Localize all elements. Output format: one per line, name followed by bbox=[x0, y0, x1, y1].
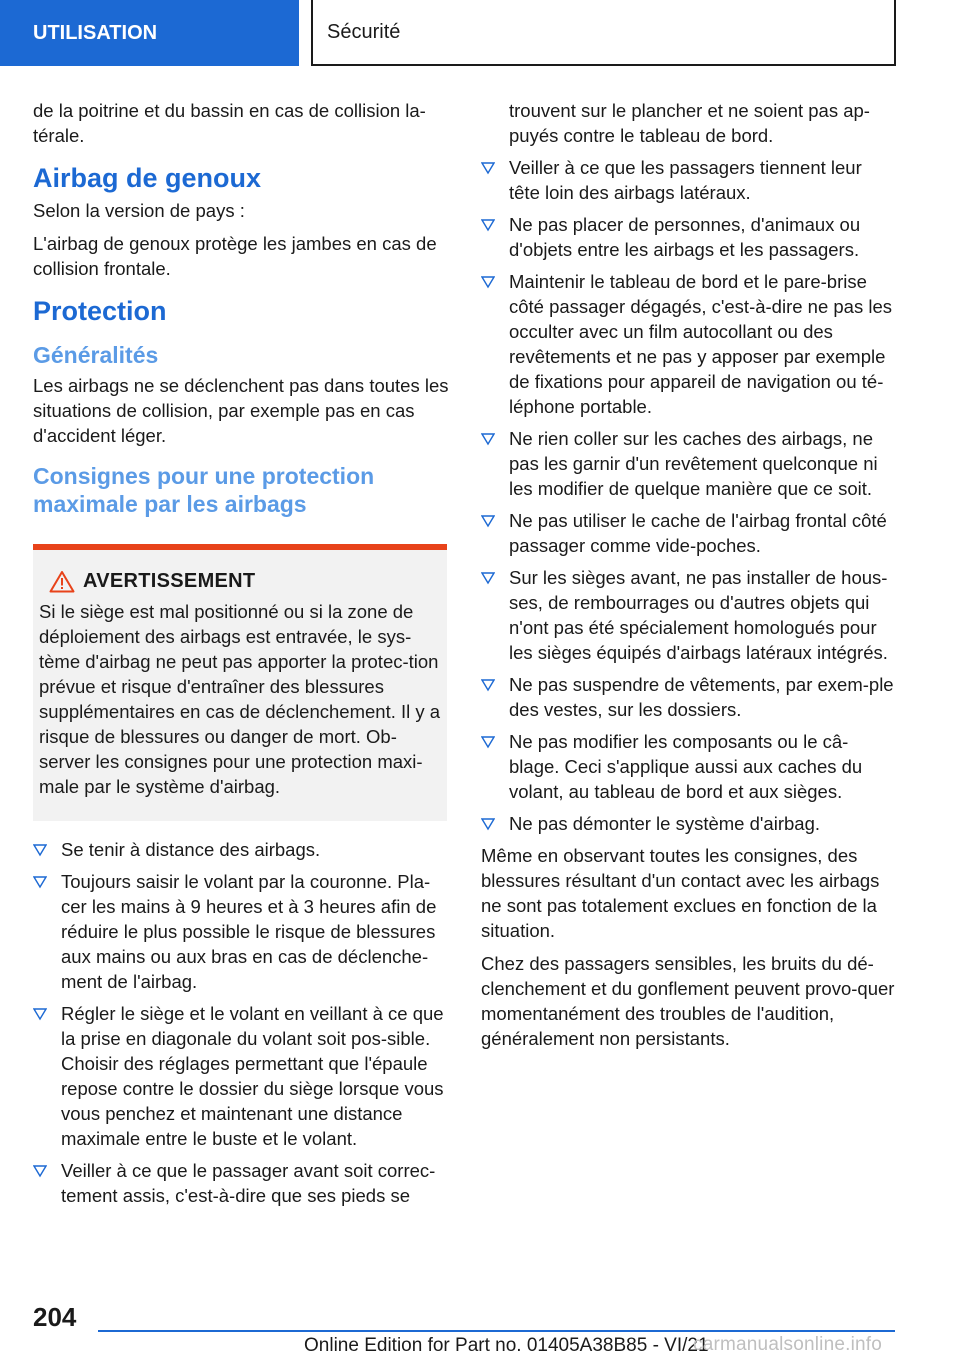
continuation-text: trouvent sur le plancher et ne soient pas ap-puyés contre le tableau de bord. bbox=[509, 100, 870, 146]
page-header bbox=[0, 0, 960, 66]
list-item-text: Toujours saisir le volant par la couronne. Pla-cer les mains à 9 heures et à 3 heures afin de réduire le plus possible le risque de blessures aux mains ou aux bras en cas de déclenche-ment de l'airbag. bbox=[61, 871, 437, 992]
version-paragraph: Selon la version de pays : bbox=[33, 200, 245, 221]
list-item-text: Se tenir à distance des airbags. bbox=[61, 839, 321, 860]
list-item bbox=[33, 837, 449, 862]
triangle-bullet-icon bbox=[481, 735, 495, 749]
list-item-text: Régler le siège et le volant en veillant à ce que la prise en diagonale du volant soit pos-sible. Choisir des réglages permettant que l'épaule repose contre le dossier du siège lorsque vous vous penchez et maintenant une distance maximale entre le buste et le volant. bbox=[61, 1003, 444, 1149]
list-item-text: Ne rien coller sur les caches des airbags, ne pas les garnir d'un revêtement quelconque ni les modifier de quelque manière que ce soit. bbox=[509, 428, 878, 499]
observe-paragraph: Même en observant toutes les consignes, des blessures résultant d'un contact avec les airbags ne sont pas totalement exclues en fonction de la situation. bbox=[481, 845, 880, 941]
list-item bbox=[481, 811, 897, 836]
page-number: 204 bbox=[33, 1302, 77, 1332]
list-item bbox=[481, 426, 897, 501]
list-item bbox=[481, 729, 897, 804]
triangle-bullet-icon bbox=[481, 432, 495, 446]
right-bullet-list bbox=[481, 155, 897, 836]
triangle-bullet-icon bbox=[481, 678, 495, 692]
warning-header bbox=[39, 570, 441, 593]
general-paragraph: Les airbags ne se déclenchent pas dans toutes les situations de collision, par exemple pas en cas d'accident léger. bbox=[33, 375, 449, 446]
edition-text: Online Edition for Part no. 01405A38B85 - VI/21 bbox=[304, 1335, 709, 1356]
triangle-bullet-icon bbox=[33, 1007, 47, 1021]
warning-box bbox=[33, 544, 447, 821]
section-tab: UTILISATION bbox=[0, 0, 299, 66]
list-item-text: Veiller à ce que le passager avant soit correc-tement assis, c'est-à-dire que ses pieds se bbox=[61, 1160, 436, 1206]
watermark: carmanualsonline.info bbox=[693, 1334, 883, 1355]
list-item-text: Veiller à ce que les passagers tiennent leur tête loin des airbags latéraux. bbox=[509, 157, 862, 203]
heading-knee-airbag: Airbag de genoux bbox=[33, 163, 262, 193]
warning-title: AVERTISSEMENT bbox=[83, 570, 256, 592]
list-item-text: Ne pas placer de personnes, d'animaux ou d'objets entre les airbags et les passagers. bbox=[509, 214, 861, 260]
list-item bbox=[33, 869, 449, 994]
left-bullet-list bbox=[33, 837, 449, 1208]
triangle-bullet-icon bbox=[481, 571, 495, 585]
triangle-bullet-icon bbox=[33, 875, 47, 889]
chapter-title: Sécurité bbox=[311, 0, 896, 66]
intro-paragraph: de la poitrine et du bassin en cas de collision la-térale. bbox=[33, 100, 426, 146]
list-item-text: Ne pas modifier les composants ou le câ-blage. Ceci s'applique aussi aux caches du volant, au tableau de bord et aux sièges. bbox=[509, 731, 863, 802]
list-item-text: Maintenir le tableau de bord et le pare-brise côté passager dégagés, c'est-à-dire ne pas les occulter avec un film autocollant ou des revêtements et ne pas y apposer par exemple de fixations pour appareil de navigation ou té-léphone portable. bbox=[509, 271, 893, 417]
warning-triangle-icon bbox=[41, 570, 83, 593]
footer-divider bbox=[98, 1330, 895, 1332]
list-item-text: Ne pas suspendre de vêtements, par exem-ple des vestes, sur les dossiers. bbox=[509, 674, 894, 720]
triangle-bullet-icon bbox=[481, 218, 495, 232]
left-column bbox=[33, 98, 449, 1215]
right-column bbox=[481, 98, 897, 1059]
list-item bbox=[33, 1001, 449, 1151]
list-item bbox=[481, 269, 897, 419]
list-item bbox=[481, 212, 897, 262]
triangle-bullet-icon bbox=[481, 275, 495, 289]
heading-consignes: Consignes pour une protection maximale par les airbags bbox=[33, 463, 375, 517]
warning-text: Si le siège est mal positionné ou si la zone de déploiement des airbags est entravée, le sys-tème d'airbag ne peut pas apporter la protec-tion prévue et risque d'entraîner des blessures supplémentaires en cas de déclenchement. Il y a risque de blessures ou danger de mort. Ob-server les consignes pour une protection maxi-male par le système d'airbag. bbox=[39, 601, 441, 797]
list-item bbox=[481, 565, 897, 665]
triangle-bullet-icon bbox=[481, 161, 495, 175]
list-item bbox=[481, 508, 897, 558]
knee-paragraph: L'airbag de genoux protège les jambes en cas de collision frontale. bbox=[33, 233, 437, 279]
list-item bbox=[481, 672, 897, 722]
list-item-text: Ne pas démonter le système d'airbag. bbox=[509, 813, 820, 834]
list-item bbox=[481, 155, 897, 205]
triangle-bullet-icon bbox=[481, 817, 495, 831]
heading-general: Généralités bbox=[33, 342, 159, 368]
sensitive-paragraph: Chez des passagers sensibles, les bruits du dé-clenchement et du gonflement peuvent provo-quer momentanément des troubles de l'audition, généralement non persistants. bbox=[481, 953, 895, 1049]
heading-protection: Protection bbox=[33, 296, 167, 326]
list-item-text: Ne pas utiliser le cache de l'airbag frontal côté passager comme vide-poches. bbox=[509, 510, 887, 556]
list-item bbox=[33, 1158, 449, 1208]
list-item-text: Sur les sièges avant, ne pas installer de hous-ses, de rembourrages ou d'autres objets qui n'ont pas été spécialement homologués pour les sièges équipés d'airbags latéraux intégrés. bbox=[509, 567, 888, 663]
triangle-bullet-icon bbox=[33, 843, 47, 857]
triangle-bullet-icon bbox=[481, 514, 495, 528]
triangle-bullet-icon bbox=[33, 1164, 47, 1178]
